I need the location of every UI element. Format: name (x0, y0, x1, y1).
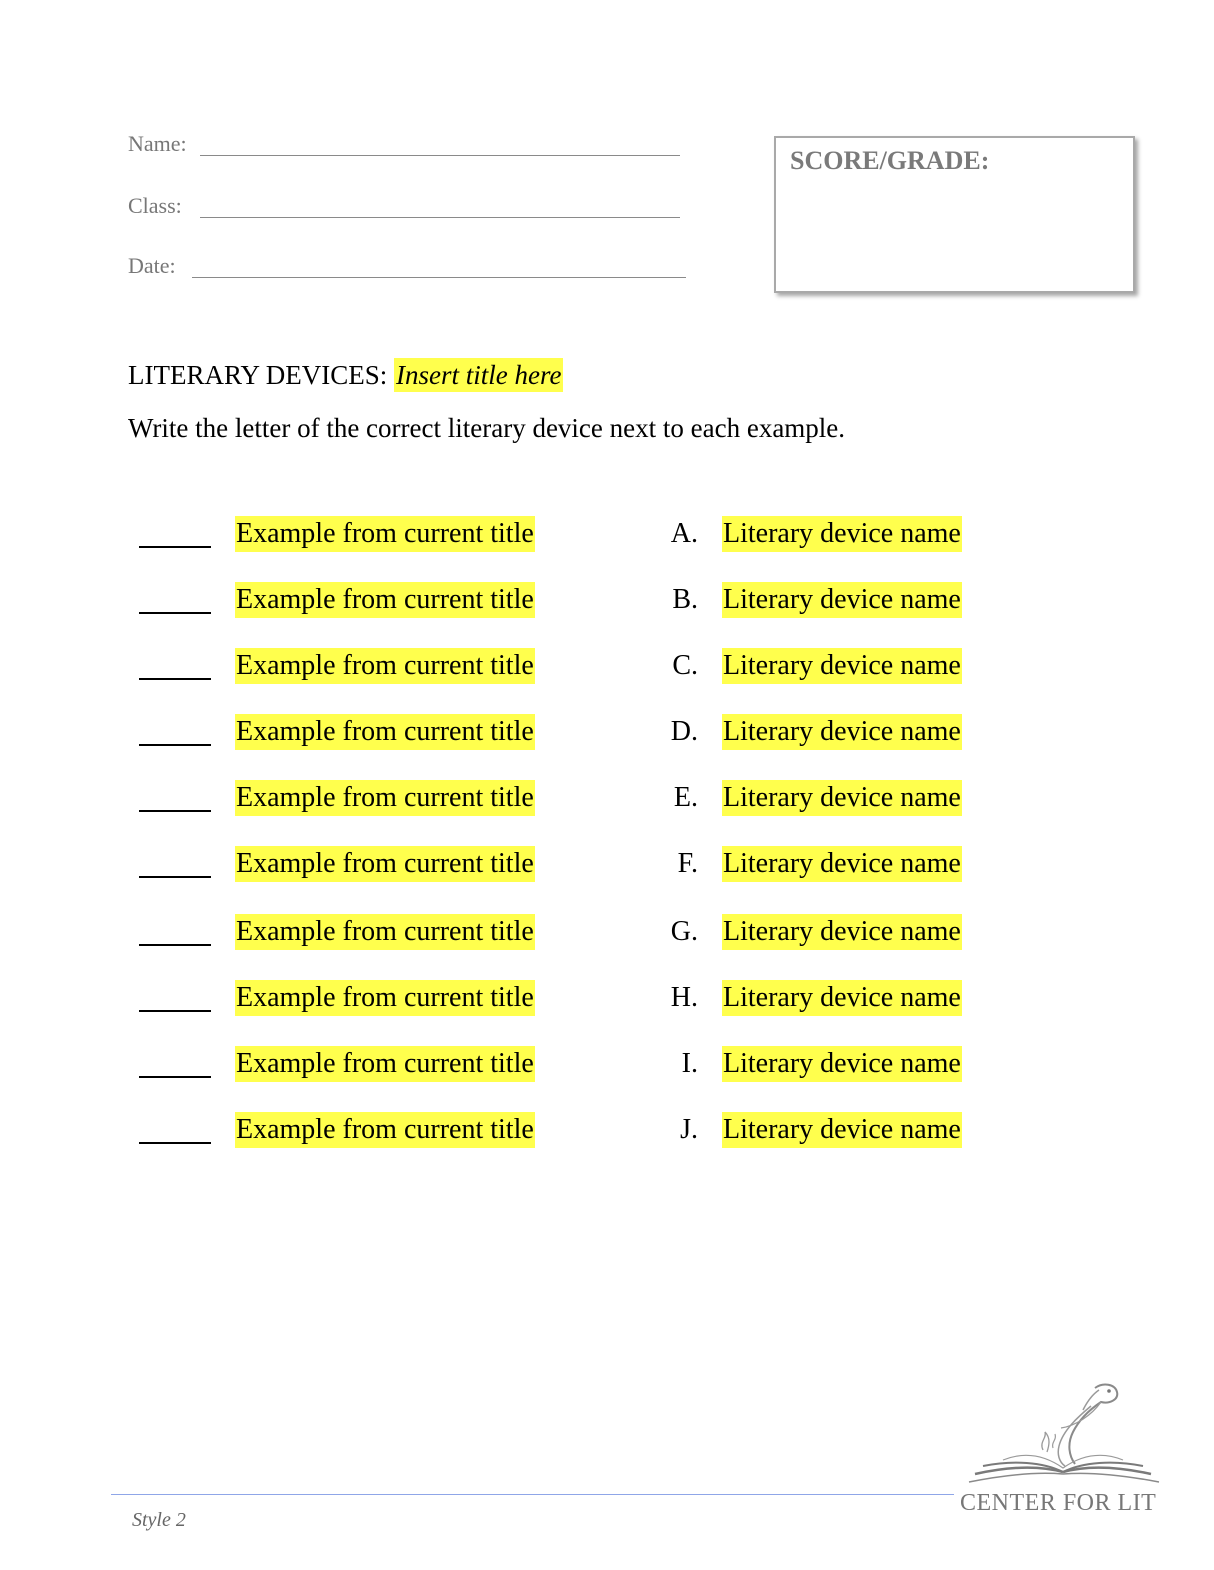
class-label: Class: (128, 193, 182, 218)
class-line[interactable] (200, 217, 680, 218)
list-item (0, 780, 1214, 820)
list-item (0, 846, 1214, 886)
device-name: Literary device name (722, 516, 962, 552)
example-text: Example from current title (235, 780, 535, 816)
device-letter: C. (672, 650, 698, 681)
list-item (0, 1112, 1214, 1152)
answer-blank[interactable] (139, 944, 211, 946)
answer-blank[interactable] (139, 876, 211, 878)
answer-blank[interactable] (139, 1076, 211, 1078)
device-name: Literary device name (722, 582, 962, 618)
footer-rule (111, 1494, 954, 1495)
device-name: Literary device name (722, 648, 962, 684)
list-item (0, 714, 1214, 754)
device-letter: G. (670, 916, 698, 947)
name-line[interactable] (200, 155, 680, 156)
example-text: Example from current title (235, 516, 535, 552)
heading-title: Insert title here (396, 360, 562, 390)
device-letter: F. (677, 848, 698, 879)
device-letter: B. (672, 584, 698, 615)
device-letter: H. (670, 982, 698, 1013)
list-item (0, 516, 1214, 556)
footer-style-label: Style 2 (132, 1509, 186, 1531)
instructions: Write the letter of the correct literary device next to each example. (128, 413, 846, 443)
example-text: Example from current title (235, 1112, 535, 1148)
answer-blank[interactable] (139, 612, 211, 614)
list-item (0, 1046, 1214, 1086)
list-item (0, 648, 1214, 688)
device-letter: E. (673, 782, 698, 813)
list-item (0, 980, 1214, 1020)
example-text: Example from current title (235, 1046, 535, 1082)
example-text: Example from current title (235, 914, 535, 950)
device-letter: J. (680, 1114, 698, 1145)
name-label: Name: (128, 131, 187, 156)
list-item (0, 582, 1214, 622)
date-line[interactable] (192, 277, 686, 278)
device-letter: D. (670, 716, 698, 747)
device-name: Literary device name (722, 1112, 962, 1148)
device-name: Literary device name (722, 980, 962, 1016)
date-label: Date: (128, 253, 176, 278)
device-letter: A. (670, 518, 698, 549)
answer-blank[interactable] (139, 1142, 211, 1144)
device-letter: I. (681, 1048, 698, 1079)
list-item (0, 914, 1214, 954)
answer-blank[interactable] (139, 1010, 211, 1012)
logo-text: CENTER FOR LIT (960, 1490, 1157, 1516)
answer-blank[interactable] (139, 810, 211, 812)
example-text: Example from current title (235, 582, 535, 618)
device-name: Literary device name (722, 780, 962, 816)
device-name: Literary device name (722, 914, 962, 950)
example-text: Example from current title (235, 714, 535, 750)
section-heading (128, 360, 563, 391)
center-for-lit-logo (955, 1380, 1175, 1525)
pelican-book-icon (963, 1380, 1163, 1490)
answer-blank[interactable] (139, 744, 211, 746)
answer-blank[interactable] (139, 678, 211, 680)
score-grade-label: SCORE/GRADE: (790, 146, 990, 175)
example-text: Example from current title (235, 980, 535, 1016)
example-text: Example from current title (235, 648, 535, 684)
device-name: Literary device name (722, 714, 962, 750)
score-grade-box[interactable] (774, 136, 1135, 293)
heading-prefix: LITERARY DEVICES: (128, 360, 388, 390)
device-name: Literary device name (722, 846, 962, 882)
example-text: Example from current title (235, 846, 535, 882)
answer-blank[interactable] (139, 546, 211, 548)
device-name: Literary device name (722, 1046, 962, 1082)
